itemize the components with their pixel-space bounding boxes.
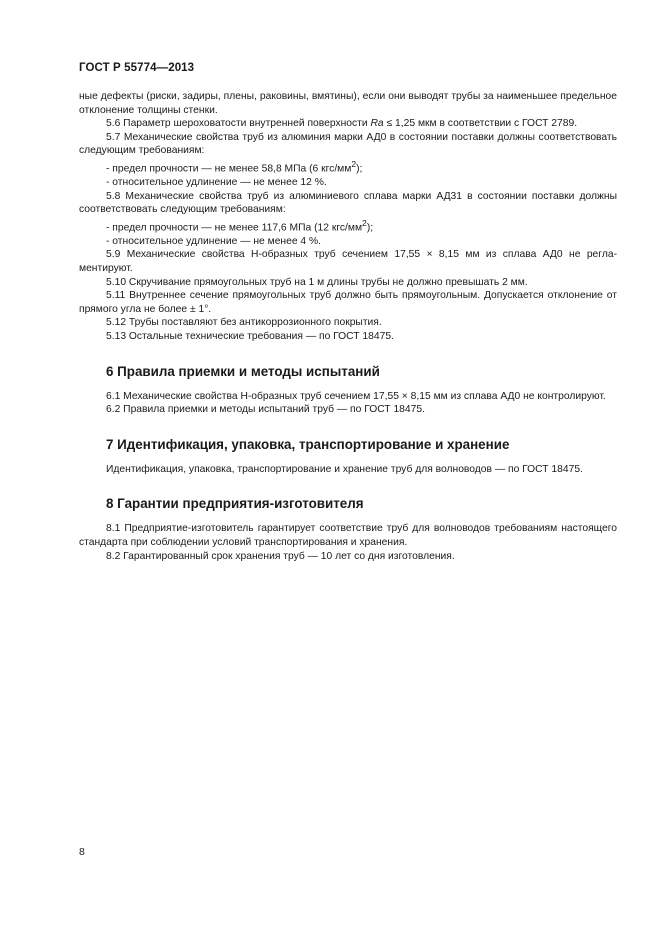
list-item: - относительное удлинение — не менее 4 %. [106, 235, 322, 247]
paragraph-5-8: 5.8 Механические свойства труб из алюминиевого сплава марки АД31 в состоянии поставки должны соответствовать следующим требованиям: [79, 190, 617, 216]
paragraph-5-10: 5.10 Скручивание прямоугольных труб на 1 м длины трубы не должно превышать 2 мм. [106, 276, 528, 288]
section-8-heading: 8 Гарантии предприятия-изготовителя [106, 496, 364, 512]
paragraph-8-2: 8.2 Гарантированный срок хранения труб — 10 лет со дня изготовления. [106, 550, 455, 562]
document-header: ГОСТ Р 55774—2013 [79, 62, 195, 74]
paragraph-5-7: 5.7 Механические свойства труб из алюминия марки АД0 в состоянии поставки должны соответствовать следующим требованиям: [79, 131, 617, 157]
list-item: - предел прочности — не менее 58,8 МПа (6 кгс/$мм^2$); [106, 158, 363, 175]
paragraph-5-9: 5.9 Механические свойства Н-образных труб сечением 17,55 × 8,15 мм из сплава АД0 не регламентируют. [79, 249, 617, 274]
paragraph-8-1: 8.1 Предприятие-изготовитель гарантирует соответствие труб для волноводов требованиям настоящего стандарта при соблюдении условий транспортирования и хранения. [79, 523, 617, 548]
list-item: - предел прочности — не менее 117,6 МПа (12 кгс/$мм^2$); [106, 217, 374, 234]
paragraph-5-11: 5.11 Внутреннее сечение прямоугольных труб должно быть прямоугольным. Допускается отклонение от прямого угла не более ± 1°. [79, 290, 617, 315]
paragraph-7: Идентификация, упаковка, транспортирование и хранение труб для волноводов — по ГОСТ 18475. [106, 463, 583, 475]
paragraph-6-1: 6.1 Механические свойства Н-образных труб сечением 17,55 × 8,15 мм из сплава АД0 не контролируют. [106, 390, 606, 402]
paragraph-continuation: ные дефекты (риски, задиры, плены, раковины, вмятины), если они выводят трубы за наименьшее предельное отклонение толщины стенки. [79, 91, 617, 116]
list-item: - относительное удлинение — не менее 12 %. [106, 176, 327, 188]
ra-symbol: Ra [370, 118, 384, 130]
paragraph-5-12: 5.12 Трубы поставляют без антикоррозионного покрытия. [106, 317, 382, 329]
paragraph-5-6: 5.6 Параметр шероховатости внутренней поверхности Ra ≤ 1,25 мкм в соответствии с ГОСТ 2789. [106, 118, 578, 130]
section-7-heading: 7 Идентификация, упаковка, транспортирование и хранение [106, 436, 510, 452]
paragraph-6-2: 6.2 Правила приемки и методы испытаний труб — по ГОСТ 18475. [106, 404, 425, 416]
paragraph-5-13: 5.13 Остальные технические требования — по ГОСТ 18475. [106, 330, 394, 342]
section-6-heading: 6 Правила приемки и методы испытаний [106, 363, 380, 379]
document-body [79, 90, 617, 563]
page-number: 8 [79, 846, 85, 858]
